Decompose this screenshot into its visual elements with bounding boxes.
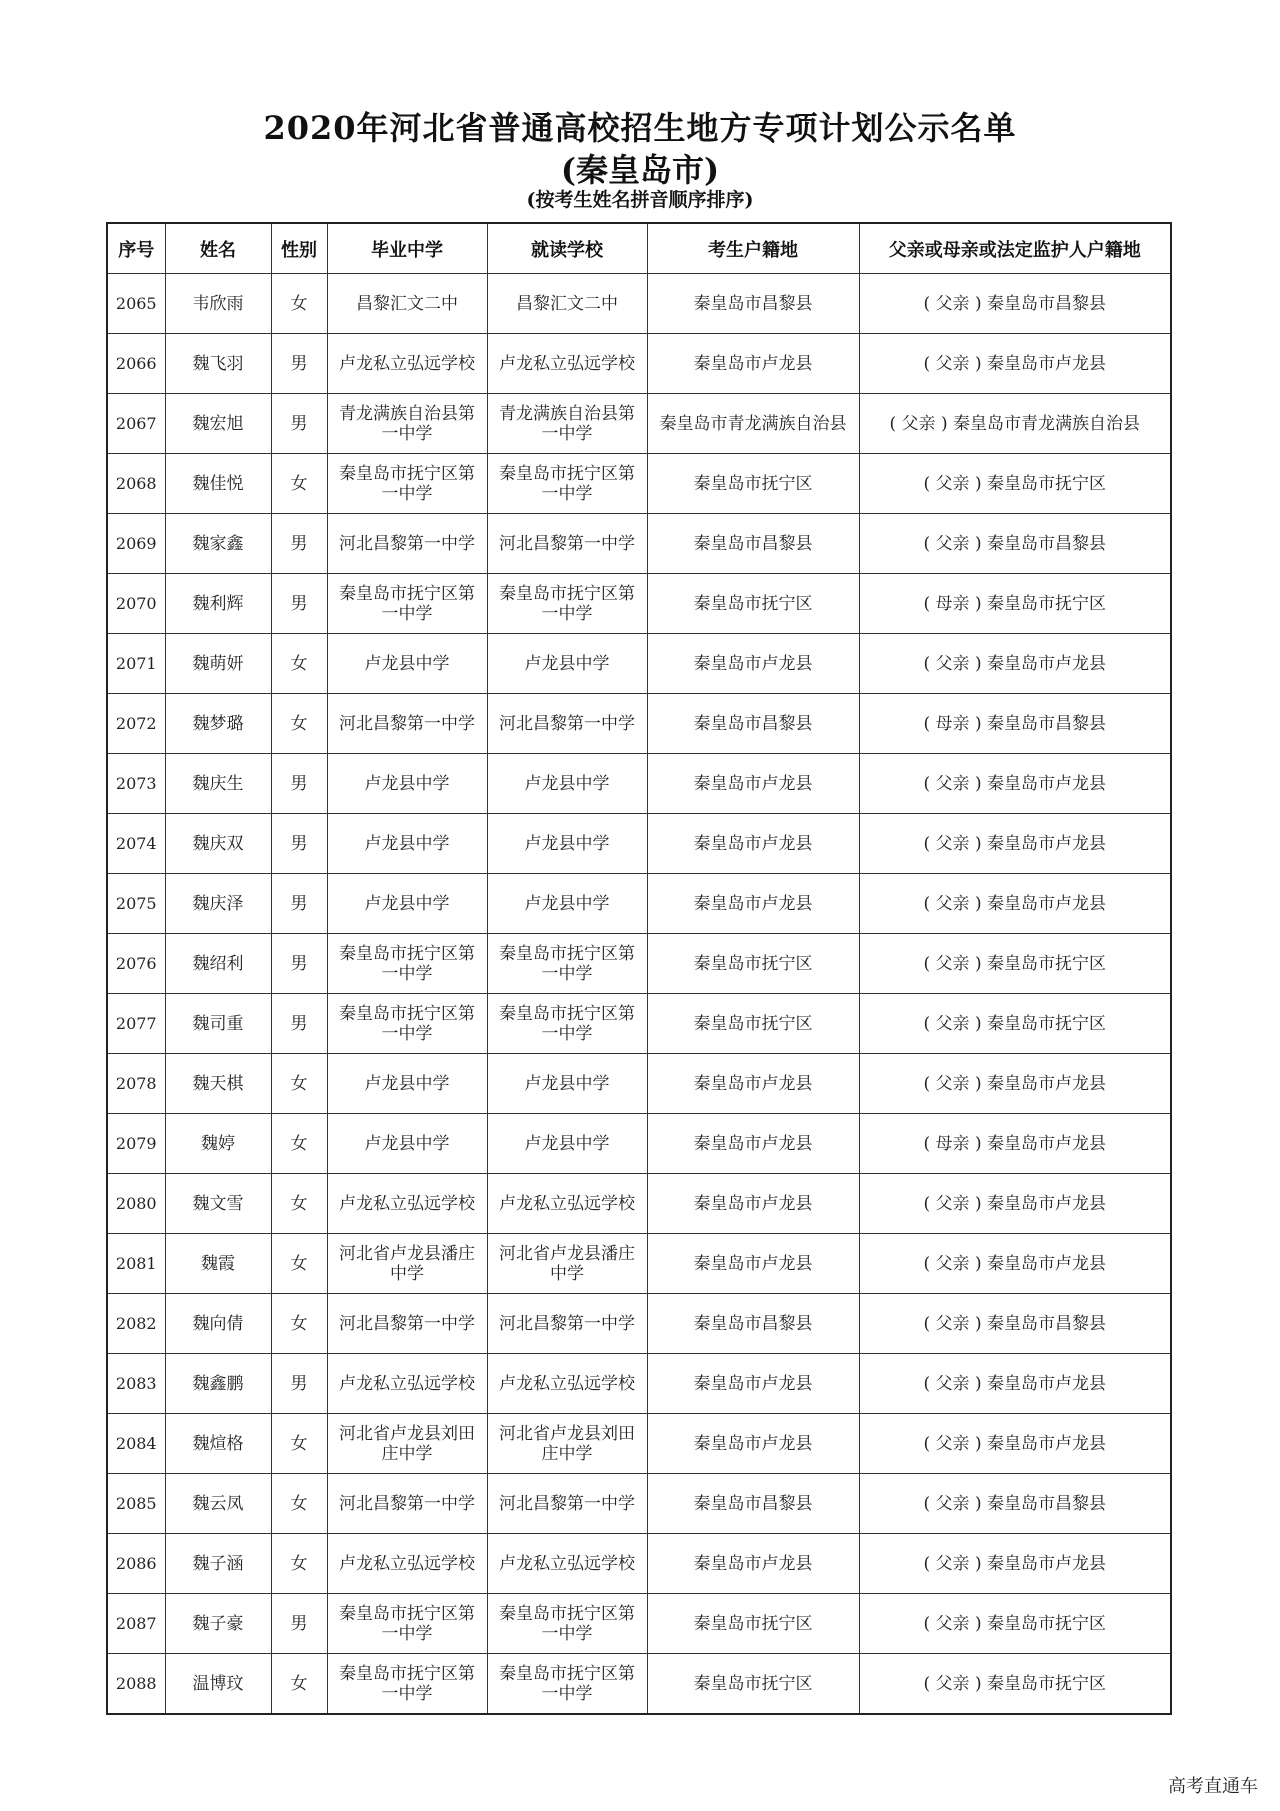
cell-current-school: 秦皇岛市抚宁区第一中学 — [487, 574, 647, 634]
header-grad-school: 毕业中学 — [327, 223, 487, 274]
cell-grad-school: 河北昌黎第一中学 — [327, 694, 487, 754]
cell-current-school: 卢龙县中学 — [487, 754, 647, 814]
cell-grad-school: 卢龙县中学 — [327, 754, 487, 814]
cell-current-school: 卢龙私立弘远学校 — [487, 1534, 647, 1594]
cell-hukou: 秦皇岛市昌黎县 — [647, 694, 859, 754]
cell-seq: 2088 — [107, 1654, 165, 1715]
cell-current-school: 河北昌黎第一中学 — [487, 1474, 647, 1534]
cell-current-school: 青龙满族自治县第一中学 — [487, 394, 647, 454]
cell-gender: 男 — [271, 514, 327, 574]
cell-seq: 2072 — [107, 694, 165, 754]
cell-seq: 2086 — [107, 1534, 165, 1594]
table-row — [107, 1534, 1171, 1594]
cell-seq: 2075 — [107, 874, 165, 934]
cell-grad-school: 卢龙私立弘远学校 — [327, 334, 487, 394]
cell-current-school: 卢龙县中学 — [487, 1114, 647, 1174]
cell-name: 魏向倩 — [165, 1294, 271, 1354]
cell-gender: 男 — [271, 814, 327, 874]
cell-grad-school: 秦皇岛市抚宁区第一中学 — [327, 934, 487, 994]
cell-seq: 2084 — [107, 1414, 165, 1474]
cell-current-school: 河北省卢龙县潘庄中学 — [487, 1234, 647, 1294]
table-row — [107, 994, 1171, 1054]
cell-seq: 2078 — [107, 1054, 165, 1114]
cell-guardian-hukou: ( 母亲 ) 秦皇岛市卢龙县 — [859, 1114, 1171, 1174]
cell-seq: 2081 — [107, 1234, 165, 1294]
cell-guardian-hukou: ( 父亲 ) 秦皇岛市卢龙县 — [859, 1534, 1171, 1594]
cell-current-school: 秦皇岛市抚宁区第一中学 — [487, 1594, 647, 1654]
cell-guardian-hukou: ( 父亲 ) 秦皇岛市抚宁区 — [859, 1654, 1171, 1715]
table-row — [107, 514, 1171, 574]
cell-grad-school: 河北昌黎第一中学 — [327, 1474, 487, 1534]
table-row — [107, 814, 1171, 874]
cell-current-school: 秦皇岛市抚宁区第一中学 — [487, 1654, 647, 1715]
cell-seq: 2065 — [107, 274, 165, 334]
cell-hukou: 秦皇岛市卢龙县 — [647, 1174, 859, 1234]
cell-gender: 女 — [271, 1174, 327, 1234]
cell-guardian-hukou: ( 父亲 ) 秦皇岛市卢龙县 — [859, 1354, 1171, 1414]
cell-guardian-hukou: ( 父亲 ) 秦皇岛市卢龙县 — [859, 1054, 1171, 1114]
header-gender: 性别 — [271, 223, 327, 274]
cell-current-school: 秦皇岛市抚宁区第一中学 — [487, 994, 647, 1054]
cell-gender: 男 — [271, 334, 327, 394]
cell-name: 魏霞 — [165, 1234, 271, 1294]
table-header — [107, 223, 1171, 274]
cell-seq: 2076 — [107, 934, 165, 994]
cell-gender: 男 — [271, 754, 327, 814]
cell-gender: 女 — [271, 634, 327, 694]
cell-grad-school: 昌黎汇文二中 — [327, 274, 487, 334]
header-seq: 序号 — [107, 223, 165, 274]
cell-hukou: 秦皇岛市卢龙县 — [647, 634, 859, 694]
cell-guardian-hukou: ( 父亲 ) 秦皇岛市昌黎县 — [859, 1474, 1171, 1534]
cell-hukou: 秦皇岛市抚宁区 — [647, 454, 859, 514]
cell-hukou: 秦皇岛市卢龙县 — [647, 1234, 859, 1294]
cell-current-school: 河北省卢龙县刘田庄中学 — [487, 1414, 647, 1474]
cell-gender: 女 — [271, 1294, 327, 1354]
cell-seq: 2070 — [107, 574, 165, 634]
cell-name: 魏庆泽 — [165, 874, 271, 934]
cell-current-school: 河北昌黎第一中学 — [487, 1294, 647, 1354]
table-body — [107, 274, 1171, 1715]
cell-gender: 男 — [271, 874, 327, 934]
cell-guardian-hukou: ( 父亲 ) 秦皇岛市抚宁区 — [859, 934, 1171, 994]
cell-grad-school: 河北昌黎第一中学 — [327, 1294, 487, 1354]
table-row — [107, 1114, 1171, 1174]
cell-current-school: 秦皇岛市抚宁区第一中学 — [487, 934, 647, 994]
cell-hukou: 秦皇岛市抚宁区 — [647, 934, 859, 994]
cell-seq: 2066 — [107, 334, 165, 394]
cell-gender: 女 — [271, 1234, 327, 1294]
cell-name: 魏利辉 — [165, 574, 271, 634]
cell-guardian-hukou: ( 父亲 ) 秦皇岛市卢龙县 — [859, 754, 1171, 814]
cell-grad-school: 秦皇岛市抚宁区第一中学 — [327, 994, 487, 1054]
cell-hukou: 秦皇岛市卢龙县 — [647, 1534, 859, 1594]
cell-seq: 2067 — [107, 394, 165, 454]
cell-seq: 2087 — [107, 1594, 165, 1654]
cell-hukou: 秦皇岛市昌黎县 — [647, 1294, 859, 1354]
cell-name: 魏子豪 — [165, 1594, 271, 1654]
cell-grad-school: 青龙满族自治县第一中学 — [327, 394, 487, 454]
cell-name: 魏鑫鹏 — [165, 1354, 271, 1414]
cell-current-school: 河北昌黎第一中学 — [487, 694, 647, 754]
cell-guardian-hukou: ( 父亲 ) 秦皇岛市卢龙县 — [859, 334, 1171, 394]
cell-guardian-hukou: ( 父亲 ) 秦皇岛市卢龙县 — [859, 1174, 1171, 1234]
cell-hukou: 秦皇岛市昌黎县 — [647, 1474, 859, 1534]
document-subtitle: (秦皇岛市) — [560, 151, 720, 189]
header-current-school: 就读学校 — [487, 223, 647, 274]
cell-hukou: 秦皇岛市卢龙县 — [647, 1054, 859, 1114]
sort-note: (按考生姓名拼音顺序排序) — [526, 189, 754, 211]
cell-hukou: 秦皇岛市卢龙县 — [647, 814, 859, 874]
table-row — [107, 1654, 1171, 1715]
cell-name: 魏子涵 — [165, 1534, 271, 1594]
header-hukou: 考生户籍地 — [647, 223, 859, 274]
header-name: 姓名 — [165, 223, 271, 274]
table-row — [107, 574, 1171, 634]
cell-grad-school: 卢龙县中学 — [327, 874, 487, 934]
cell-seq: 2074 — [107, 814, 165, 874]
cell-gender: 女 — [271, 1054, 327, 1114]
cell-guardian-hukou: ( 母亲 ) 秦皇岛市抚宁区 — [859, 574, 1171, 634]
cell-name: 魏庆生 — [165, 754, 271, 814]
cell-current-school: 卢龙私立弘远学校 — [487, 1174, 647, 1234]
table-row — [107, 1474, 1171, 1534]
cell-gender: 女 — [271, 1414, 327, 1474]
cell-name: 韦欣雨 — [165, 274, 271, 334]
table-row — [107, 274, 1171, 334]
cell-grad-school: 卢龙县中学 — [327, 634, 487, 694]
cell-name: 魏佳悦 — [165, 454, 271, 514]
cell-seq: 2073 — [107, 754, 165, 814]
cell-guardian-hukou: ( 父亲 ) 秦皇岛市卢龙县 — [859, 874, 1171, 934]
cell-hukou: 秦皇岛市青龙满族自治县 — [647, 394, 859, 454]
roster-table — [106, 222, 1172, 1715]
table-row — [107, 454, 1171, 514]
cell-current-school: 卢龙县中学 — [487, 634, 647, 694]
cell-name: 魏司重 — [165, 994, 271, 1054]
cell-hukou: 秦皇岛市昌黎县 — [647, 514, 859, 574]
table-row — [107, 1354, 1171, 1414]
cell-gender: 女 — [271, 1534, 327, 1594]
cell-hukou: 秦皇岛市卢龙县 — [647, 1414, 859, 1474]
cell-guardian-hukou: ( 父亲 ) 秦皇岛市卢龙县 — [859, 1414, 1171, 1474]
cell-seq: 2071 — [107, 634, 165, 694]
cell-name: 魏文雪 — [165, 1174, 271, 1234]
cell-name: 魏家鑫 — [165, 514, 271, 574]
cell-grad-school: 秦皇岛市抚宁区第一中学 — [327, 1654, 487, 1715]
cell-guardian-hukou: ( 父亲 ) 秦皇岛市昌黎县 — [859, 274, 1171, 334]
cell-hukou: 秦皇岛市卢龙县 — [647, 334, 859, 394]
cell-hukou: 秦皇岛市卢龙县 — [647, 754, 859, 814]
cell-current-school: 卢龙私立弘远学校 — [487, 334, 647, 394]
cell-name: 魏云凤 — [165, 1474, 271, 1534]
cell-guardian-hukou: ( 父亲 ) 秦皇岛市抚宁区 — [859, 1594, 1171, 1654]
cell-hukou: 秦皇岛市昌黎县 — [647, 274, 859, 334]
cell-hukou: 秦皇岛市抚宁区 — [647, 994, 859, 1054]
table-row — [107, 634, 1171, 694]
cell-name: 魏婷 — [165, 1114, 271, 1174]
cell-name: 魏绍利 — [165, 934, 271, 994]
cell-grad-school: 卢龙县中学 — [327, 1114, 487, 1174]
cell-guardian-hukou: ( 父亲 ) 秦皇岛市卢龙县 — [859, 634, 1171, 694]
cell-gender: 男 — [271, 934, 327, 994]
table-row — [107, 1234, 1171, 1294]
cell-guardian-hukou: ( 父亲 ) 秦皇岛市卢龙县 — [859, 814, 1171, 874]
cell-grad-school: 秦皇岛市抚宁区第一中学 — [327, 454, 487, 514]
document-title: 2020年河北省普通高校招生地方专项计划公示名单 — [263, 109, 1017, 147]
cell-seq: 2083 — [107, 1354, 165, 1414]
cell-name: 温博玟 — [165, 1654, 271, 1715]
cell-gender: 女 — [271, 274, 327, 334]
cell-gender: 女 — [271, 694, 327, 754]
cell-name: 魏萌妍 — [165, 634, 271, 694]
cell-current-school: 卢龙县中学 — [487, 874, 647, 934]
cell-grad-school: 卢龙私立弘远学校 — [327, 1534, 487, 1594]
cell-hukou: 秦皇岛市卢龙县 — [647, 1114, 859, 1174]
cell-hukou: 秦皇岛市卢龙县 — [647, 874, 859, 934]
cell-grad-school: 卢龙县中学 — [327, 1054, 487, 1114]
cell-seq: 2085 — [107, 1474, 165, 1534]
cell-name: 魏庆双 — [165, 814, 271, 874]
table-row — [107, 694, 1171, 754]
cell-current-school: 卢龙县中学 — [487, 1054, 647, 1114]
cell-guardian-hukou: ( 母亲 ) 秦皇岛市昌黎县 — [859, 694, 1171, 754]
cell-name: 魏飞羽 — [165, 334, 271, 394]
table-row — [107, 934, 1171, 994]
cell-gender: 男 — [271, 394, 327, 454]
cell-guardian-hukou: ( 父亲 ) 秦皇岛市昌黎县 — [859, 1294, 1171, 1354]
table-row — [107, 754, 1171, 814]
cell-gender: 男 — [271, 574, 327, 634]
cell-gender: 女 — [271, 1654, 327, 1715]
cell-seq: 2068 — [107, 454, 165, 514]
cell-seq: 2069 — [107, 514, 165, 574]
cell-current-school: 秦皇岛市抚宁区第一中学 — [487, 454, 647, 514]
header-guardian-hukou: 父亲或母亲或法定监护人户籍地 — [859, 223, 1171, 274]
cell-guardian-hukou: ( 父亲 ) 秦皇岛市青龙满族自治县 — [859, 394, 1171, 454]
table-row — [107, 1174, 1171, 1234]
cell-guardian-hukou: ( 父亲 ) 秦皇岛市抚宁区 — [859, 454, 1171, 514]
cell-name: 魏梦璐 — [165, 694, 271, 754]
cell-current-school: 卢龙私立弘远学校 — [487, 1354, 647, 1414]
cell-gender: 男 — [271, 1354, 327, 1414]
cell-gender: 女 — [271, 454, 327, 514]
cell-seq: 2077 — [107, 994, 165, 1054]
cell-grad-school: 河北省卢龙县刘田庄中学 — [327, 1414, 487, 1474]
cell-seq: 2079 — [107, 1114, 165, 1174]
cell-hukou: 秦皇岛市抚宁区 — [647, 574, 859, 634]
table-row — [107, 1054, 1171, 1114]
cell-guardian-hukou: ( 父亲 ) 秦皇岛市卢龙县 — [859, 1234, 1171, 1294]
table-row — [107, 1414, 1171, 1474]
table-row — [107, 394, 1171, 454]
cell-grad-school: 河北省卢龙县潘庄中学 — [327, 1234, 487, 1294]
cell-name: 魏宏旭 — [165, 394, 271, 454]
cell-grad-school: 卢龙私立弘远学校 — [327, 1174, 487, 1234]
cell-guardian-hukou: ( 父亲 ) 秦皇岛市抚宁区 — [859, 994, 1171, 1054]
cell-gender: 男 — [271, 994, 327, 1054]
cell-grad-school: 秦皇岛市抚宁区第一中学 — [327, 574, 487, 634]
cell-grad-school: 河北昌黎第一中学 — [327, 514, 487, 574]
cell-current-school: 河北昌黎第一中学 — [487, 514, 647, 574]
watermark: 高考直通车 — [1168, 1776, 1258, 1797]
cell-hukou: 秦皇岛市抚宁区 — [647, 1594, 859, 1654]
header-row — [107, 223, 1171, 274]
table-row — [107, 334, 1171, 394]
table-row — [107, 874, 1171, 934]
cell-seq: 2080 — [107, 1174, 165, 1234]
table-row — [107, 1294, 1171, 1354]
cell-hukou: 秦皇岛市抚宁区 — [647, 1654, 859, 1715]
cell-name: 魏煊格 — [165, 1414, 271, 1474]
cell-current-school: 昌黎汇文二中 — [487, 274, 647, 334]
cell-seq: 2082 — [107, 1294, 165, 1354]
cell-guardian-hukou: ( 父亲 ) 秦皇岛市昌黎县 — [859, 514, 1171, 574]
cell-current-school: 卢龙县中学 — [487, 814, 647, 874]
cell-grad-school: 卢龙县中学 — [327, 814, 487, 874]
cell-name: 魏天棋 — [165, 1054, 271, 1114]
cell-hukou: 秦皇岛市卢龙县 — [647, 1354, 859, 1414]
cell-grad-school: 卢龙私立弘远学校 — [327, 1354, 487, 1414]
table-row — [107, 1594, 1171, 1654]
cell-grad-school: 秦皇岛市抚宁区第一中学 — [327, 1594, 487, 1654]
cell-gender: 女 — [271, 1474, 327, 1534]
cell-gender: 男 — [271, 1594, 327, 1654]
cell-gender: 女 — [271, 1114, 327, 1174]
